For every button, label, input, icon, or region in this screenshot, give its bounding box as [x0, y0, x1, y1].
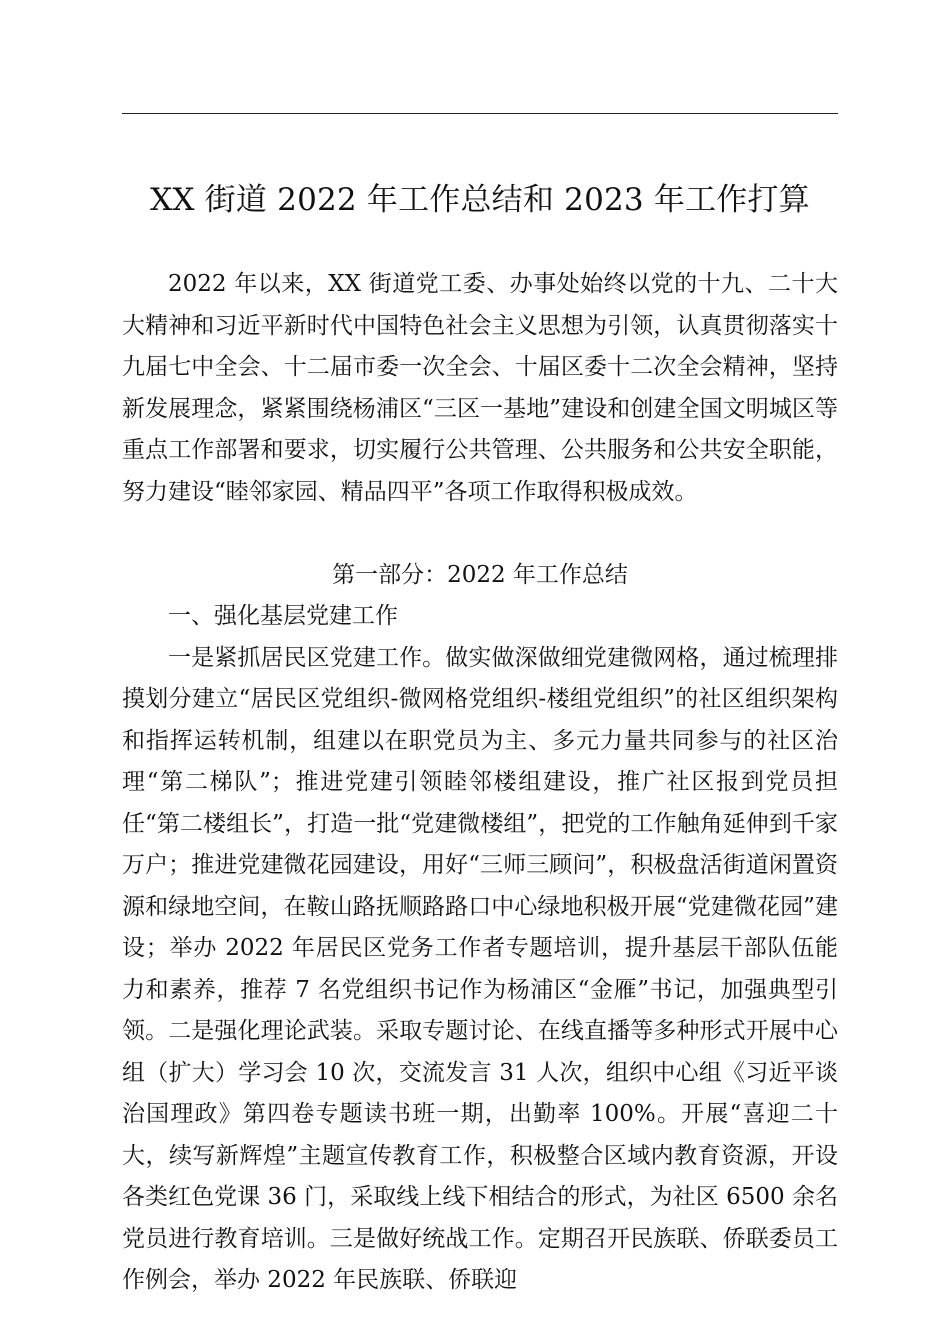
body-paragraph: 一是紧抓居民区党建工作。做实做深做细党建微网格，通过梳理排摸划分建立“居民区党组织-微网格党组织-楼组党组织”的社区组织架构和指挥运转机制，组建以在职党员为主、多元力量共同参与的社区治理“第二梯队”；推进党建引领睦邻楼组建设，推广社区报到党员担任“第二楼组长”，打造一批“党建微楼组”，把党的工作触角延伸到千家万户；推进党建微花园建设，用好“三师三顾问”，积极盘活街道闲置资源和绿地空间，在鞍山路抚顺路路口中心绿地积极开展“党建微花园”建设；举办 2022 年居民区党务工作者专题培训，提升基层干部队伍能力和素养，推荐 7 名党组织书记作为杨浦区“金雁”书记，加强典型引领。二是强化理论武装。采取专题讨论、在线直播等多种形式开展中心组（扩大）学习会 10 次，交流发言 31 人次，组织中心组《习近平谈治国理政》第四卷专题读书班一期，出勤率 100%。开展“喜迎二十大，续写新辉煌”主题宣传教育工作，积极整合区域内教育资源，开设各类红色党课 36 门，采取线上线下相结合的形式，为社区 6500 余名党员进行教育培训。三是做好统战工作。定期召开民族联、侨联委员工作例会，举办 2022 年民族联、侨联迎: [122, 644, 838, 1293]
section-title: 第一部分：2022 年工作总结: [332, 561, 628, 588]
intro-paragraph: 2022 年以来，XX 街道党工委、办事处始终以党的十九、二十大大精神和习近平新时代中国特色社会主义思想为引领，认真贯彻落实十九届七中全会、十二届市委一次全会、十届区委十二次全会精神，坚持新发展理念，紧紧围绕杨浦区“三区一基地”建设和创建全国文明城区等重点工作部署和要求，切实履行公共管理、公共服务和公共安全职能，努力建设“睦邻家园、精品四平”各项工作取得积极成效。: [122, 271, 838, 505]
document-title: XX 街道 2022 年工作总结和 2023 年工作打算: [150, 182, 810, 218]
header-rule: [122, 113, 838, 114]
subsection-heading: 一、强化基层党建工作: [168, 603, 398, 629]
document-body: [122, 264, 838, 1302]
paragraph-spacer: [122, 513, 838, 555]
